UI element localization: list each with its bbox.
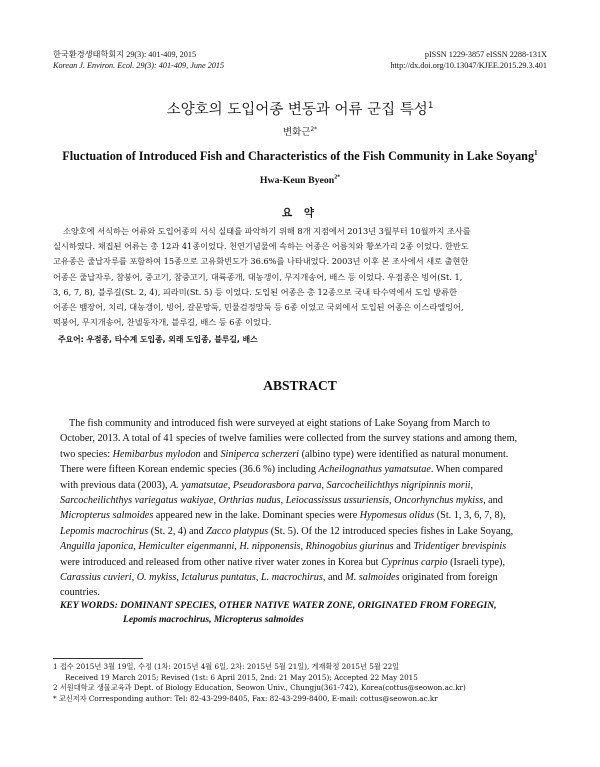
footnote: Received 19 March 2015; Revised (1st: 6 April 2015, 2nd: 21 May 2015); Accepted 22 May 2015: [65, 672, 418, 682]
korean-abstract-line: 어종은 줄납자루, 참붕어, 중고기, 참중고기, 대륙종개, 대농갱이, 무지개송어, 배스 등 이었다. 우점종은 빙어(St. 1,: [53, 271, 463, 282]
doi-link[interactable]: http://dx.doi.org/10.13047/KJEE.2015.29.3.401: [390, 61, 547, 70]
english-abstract-line: with previous data (2003), A. yamatsutae, Pseudorasbora parva, Sarcocheilichthys nigripinnis morii,: [60, 479, 474, 491]
korean-abstract-line: 고유종은 줄납자루를 포함하여 15종으로 고유화빈도가 36.6%를 나타내었다. 2003년 이후 본 조사에서 새로 출현한: [53, 256, 469, 267]
korean-abstract-line: 떡붕어, 무지개송어, 찬넬동자개, 블루길, 배스 등 6종 이었다.: [53, 317, 272, 328]
korean-abstract-heading: 요 약: [282, 207, 318, 219]
english-title: Fluctuation of Introduced Fish and Characteristics of the Fish Community in Lake Soyang$^1$: [62, 147, 538, 163]
english-abstract-line: Micropterus salmoides appeared new in the lake. Dominant species were Hypomesus olidus (St. 1, 3, 6, 7, 8),: [60, 510, 506, 522]
english-abstract-line: Sarcocheilichthys variegatus wakiyae, Orthrias nudus, Leiocassissus ussuriensis, Oncorhynchus mykiss, and: [60, 494, 503, 506]
english-author: Hwa-Keun Byeon$^{2*}$: [259, 174, 341, 186]
english-abstract-line: Anguilla japonica, Hemiculter eigenmanni, H. nipponensis, Rhinogobius giurinus and Tridentiger brevispinis: [60, 541, 507, 553]
korean-author: 변화근$^{2*}$: [283, 126, 317, 138]
english-abstract-line: two species: Hemibarbus mylodon and Siniperca scherzeri (albino type) were identified as natural monument.: [60, 448, 509, 460]
korean-abstract-line: 어종은 뱀장어, 치리, 대농갱이, 빙어, 갈문망둑, 민물검정망둑 등 6종 이었고 국외에서 도입된 어종은 이스라엘잉어,: [53, 301, 464, 312]
korean-abstract-line: 소양호에 서식하는 어류와 도입어종의 서식 실태를 파악하기 위해 8개 지점에서 2013년 3월부터 10월까지 조사를: [63, 226, 471, 236]
footnote: 1 접수 2015년 3월 19일, 수정 (1차: 2015년 4월 6일, 2차: 2015년 5월 21일), 게재확정 2015년 5월 22일: [53, 662, 400, 671]
english-keywords-line: KEY WORDS: DOMINANT SPECIES, OTHER NATIVE WATER ZONE, ORIGINATED FROM FOREGIN,: [60, 600, 497, 611]
issn: pISSN 1229-3857 eISSN 2288-131X: [424, 50, 547, 59]
footnotes: [53, 662, 553, 704]
english-abstract-line: Carassius cuvieri, O. mykiss, Ictalurus puntatus, L. macrochirus, and M. salmoides originated from foreign: [60, 571, 498, 583]
english-abstract-heading: ABSTRACT: [263, 378, 337, 393]
english-abstract-line: Lepomis macrochirus (St. 2, 4) and Zacco platypus (St. 5). Of the 12 introduced species fishes in Lake Soyang,: [60, 525, 514, 537]
journal-citation-kr: 한국환경생태학회지 29(3): 401-409, 2015: [53, 50, 197, 59]
journal-identifiers: [390, 49, 547, 71]
english-abstract: [60, 416, 546, 601]
korean-abstract: [53, 224, 546, 330]
journal-citation-en: Korean J. Environ. Ecol. 29(3): 401-409, June 2015: [53, 61, 225, 70]
korean-abstract-line: 3, 6, 7, 8), 블루길(St. 2, 4), 피라미(St. 5) 등 이었다. 도입된 어종은 총 12종으로 국내 타수역에서 도입 방류한: [53, 286, 458, 297]
korean-title: 소양호의 도입어종 변동과 어류 군집 특성$^1$: [166, 101, 434, 118]
footnote: 2 서원대학교 생물교육과 Dept. of Biology Education, Seowon Univ., Chungju(361-742), Korea(cottus@seowon.ac.kr): [53, 683, 466, 693]
english-abstract-line: countries.: [60, 587, 100, 599]
journal-citation: [53, 49, 224, 71]
english-abstract-line: The fish community and introduced fish were surveyed at eight stations of Lake Soyang from March to: [69, 418, 490, 429]
english-abstract-line: were introduced and released from other native river water zones in Korea but Cyprinus carpio (Israeli type),: [60, 556, 505, 568]
korean-abstract-line: 실시하였다. 채집된 어류는 총 12과 41종이었다. 천연기념물에 속하는 어종은 어름치와 황쏘가리 2종 이었다. 한반도: [53, 241, 469, 252]
korean-keywords: 주요어: 우점종, 타수계 도입종, 외래 도입종, 블루길, 배스: [58, 335, 258, 344]
english-abstract-line: There were fifteen Korean endemic species (36.6 %) including Acheilognathus yamatsutae. When compared: [60, 464, 503, 476]
english-keywords: [60, 599, 497, 626]
footnote-divider: [53, 658, 143, 659]
english-keywords-line: Lepomis macrochirus, Micropterus salmoides: [123, 613, 304, 625]
english-abstract-line: October, 2013. A total of 41 species of twelve families were collected from the survey stations and among them,: [60, 433, 518, 445]
footnote: * 교신저자 Corresponding author: Tel: 82-43-299-8405, Fax: 82-43-299-8400, E-mail: cottus@seowon.ac.kr: [53, 693, 438, 703]
